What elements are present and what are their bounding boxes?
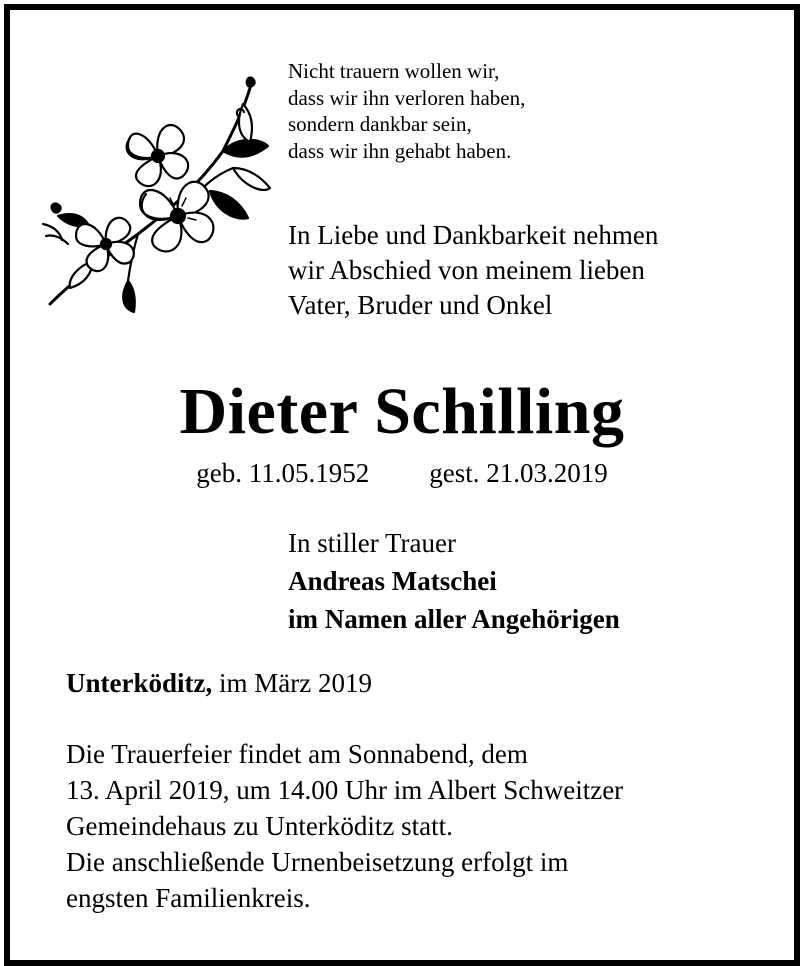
mourning-line: In stiller Trauer [288,528,456,558]
deceased-name: Dieter Schilling [179,375,625,448]
mourner-name: Andreas Matschei [288,566,497,596]
service-line: engsten Familienkreis. [66,883,311,913]
intro-line: In Liebe und Dankbarkeit nehmen [288,220,659,250]
flower-branch-icon [38,76,278,316]
funeral-service-info [66,736,623,916]
place-date [66,666,372,700]
poem-line: Nicht trauern wollen wir, [288,59,500,83]
mourners-block [288,524,620,638]
mourner-family-line: im Namen aller Angehörigen [288,604,620,634]
service-line: Gemeindehaus zu Unterköditz statt. [66,811,453,841]
place-town: Unterköditz, [66,668,213,698]
intro-line: Vater, Bruder und Onkel [288,290,553,320]
service-line: Die anschließende Urnenbeisetzung erfolgt im [66,847,569,877]
life-dates [10,456,794,490]
farewell-intro [288,218,658,323]
service-line: 13. April 2019, um 14.00 Uhr im Albert Schweitzer [66,775,624,805]
poem [288,58,525,164]
birth-date: geb. 11.05.1952 [196,458,370,488]
intro-line: wir Abschied von meinem lieben [288,255,645,285]
service-line: Die Trauerfeier findet am Sonnabend, dem [66,739,528,769]
death-date: gest. 21.03.2019 [429,458,608,488]
place-month: im März 2019 [218,668,372,698]
poem-line: dass wir ihn verloren haben, [288,85,526,110]
poem-line: dass wir ihn gehabt haben. [288,138,512,163]
poem-line: sondern dankbar sein, [288,112,472,136]
obituary-notice [4,4,800,966]
